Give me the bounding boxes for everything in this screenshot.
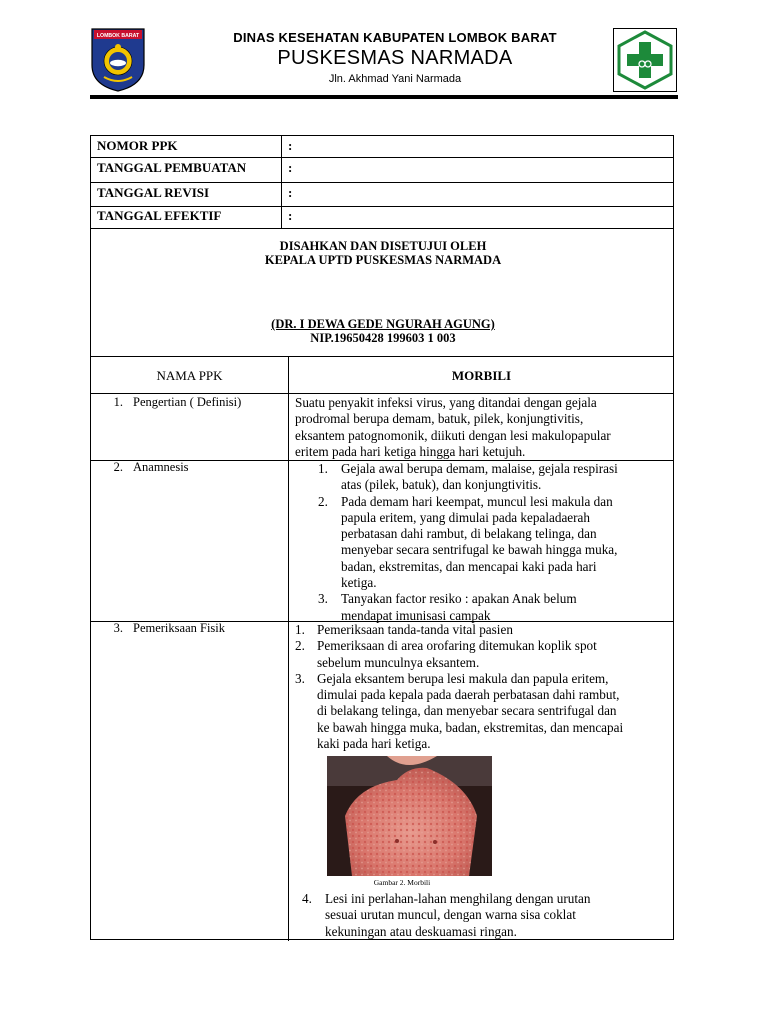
text-line: atas (pilek, batuk), dan konjungtivitis.: [341, 477, 542, 493]
anamnesis-list: [311, 461, 671, 624]
text-line: ketiga.: [341, 575, 377, 591]
approval-line1: DISAHKAN DAN DISETUJUI OLEH: [279, 239, 487, 253]
regency-crest-icon: [90, 27, 146, 93]
text-line: ke bawah hingga muka, badan, ekstremitas, dan mencapai: [317, 719, 624, 735]
text-line: kaki pada hari ketiga.: [317, 736, 431, 752]
text-line: Pemeriksaan di area orofaring ditemukan koplik spot: [317, 638, 597, 654]
section-label-anamnesis: [97, 460, 189, 475]
letterhead-rule: [90, 95, 678, 99]
meta-label-nomor-ppk: NOMOR PPK: [97, 138, 178, 153]
text-line: kekuningan atau deskuamasi ringan.: [325, 923, 517, 939]
meta-label-tanggal-pembuatan: TANGGAL PEMBUATAN: [97, 160, 247, 175]
meta-row-line: [91, 206, 673, 207]
text-line: Pada demam hari keempat, muncul lesi makula dan: [341, 493, 613, 509]
approval-signatory-name: (DR. I DEWA GEDE NGURAH AGUNG): [271, 317, 495, 331]
list-item: [295, 638, 671, 671]
text-line: Pemeriksaan tanda-tanda vital pasien: [317, 622, 513, 637]
section-number: 2.: [113, 460, 123, 474]
section-title: Pemeriksaan Fisik: [133, 621, 226, 635]
item-number: 2.: [318, 493, 328, 509]
text-line: Tanyakan factor resiko : apakan Anak belum: [341, 591, 577, 607]
meta-colon: :: [288, 138, 293, 153]
item-number: 2.: [295, 638, 305, 654]
text-line: dimulai pada kepala pada daerah perbatasan dahi rambut,: [317, 687, 620, 703]
text-line: sebelum munculnya eksantem.: [317, 654, 480, 670]
text-line: eksantem patognomonik, diikuti dengan lesi makulopapular: [295, 427, 611, 443]
list-item: [311, 461, 671, 494]
meta-row-line: [91, 157, 673, 158]
definition-text: [295, 395, 670, 460]
agency-name: DINAS KESEHATAN KABUPATEN LOMBOK BARAT: [233, 30, 557, 45]
physical-exam-list-continued: [295, 891, 671, 940]
approval-nip: NIP.19650428 199603 1 003: [310, 331, 456, 345]
meta-colon: :: [288, 185, 293, 200]
approval-bottom-line: [91, 356, 673, 357]
text-line: sesuai urutan muncul, dengan warna sisa coklat: [325, 907, 576, 923]
meta-colon: :: [288, 208, 293, 223]
section-title: Pengertian ( Definisi): [133, 395, 242, 409]
list-item: [295, 622, 671, 638]
item-number: 1.: [318, 461, 328, 476]
approval-line2: KEPALA UPTD PUSKESMAS NARMADA: [264, 253, 502, 267]
physical-exam-list: [295, 622, 671, 752]
item-number: 4.: [302, 891, 312, 906]
list-item: [295, 671, 671, 752]
col-header-nama-ppk: NAMA PPK: [156, 368, 223, 383]
list-item: [311, 591, 671, 624]
meta-row-line: [91, 182, 673, 183]
text-line: prodromal berupa demam, batuk, pilek, konjungtivitis,: [295, 411, 584, 427]
puskesmas-title: PUSKESMAS NARMADA: [277, 47, 513, 69]
meta-label-tanggal-revisi: TANGGAL REVISI: [97, 185, 210, 200]
text-line: menyebar secara sentrifugal ke bawah hingga muka,: [341, 542, 618, 558]
table-row-line: [91, 393, 673, 394]
text-line: mendapat imunisasi campak: [341, 607, 491, 623]
text-line: di belakang telinga, dan menyebar secara sentrifugal dan: [317, 703, 617, 719]
text-line: Gejala eksantem berupa lesi makula dan papula eritem,: [317, 670, 609, 686]
meta-row-line: [91, 228, 673, 229]
table-divider: [288, 356, 289, 941]
text-line: eritem pada hari ketiga hingga hari ketujuh.: [295, 443, 526, 459]
section-label-pemeriksaan-fisik: [97, 621, 225, 636]
figure-caption: Gambar 2. Morbili: [373, 878, 431, 887]
text-line: badan, ekstremitas, dan mencapai kaki pada hari: [341, 558, 597, 574]
address: Jln. Akhmad Yani Narmada: [328, 73, 462, 85]
list-item: [295, 891, 671, 940]
section-title: Anamnesis: [133, 460, 189, 474]
text-line: Gejala awal berupa demam, malaise, gejala respirasi: [341, 461, 618, 476]
list-item: [311, 494, 671, 592]
text-line: perbatasan dahi rambut, di belakang telinga, dan: [341, 526, 597, 542]
text-line: Suatu penyakit infeksi virus, yang ditandai dengan gejala: [295, 395, 597, 410]
section-label-pengertian: [97, 395, 241, 410]
meta-colon: :: [288, 160, 293, 175]
item-number: 1.: [295, 622, 305, 637]
section-number: 3.: [113, 621, 123, 635]
health-cross-icon: [613, 28, 677, 92]
meta-label-tanggal-efektif: TANGGAL EFEKTIF: [97, 208, 222, 223]
section-number: 1.: [113, 395, 123, 409]
text-line: papula eritem, yang dimulai pada kepaladaerah: [341, 509, 590, 525]
morbili-photo: [327, 756, 492, 876]
crest-text: LOMBOK BARAT: [96, 33, 140, 39]
item-number: 3.: [318, 591, 328, 607]
item-number: 3.: [295, 670, 305, 686]
col-header-morbili: MORBILI: [451, 368, 512, 383]
ppk-form: [90, 135, 674, 940]
text-line: Lesi ini perlahan-lahan menghilang dengan urutan: [325, 891, 591, 906]
